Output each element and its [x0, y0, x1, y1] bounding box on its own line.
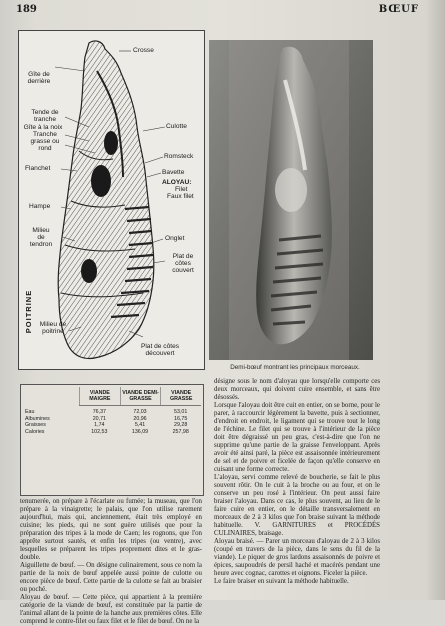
paragraph-offal: tenumerée, on prépare à l'écarlate ou fumée; la museau, que l'on prépare à la vinaigrette; le palais, que l'on utilise rarement aujourd'hui, mais qui, anciennement, était très employé en cuisine; les pieds, qui ne sont guère utilisés que pour la préparation des tripes à la mode de Caen; les rognons, que l'on apprête surtout sautés, et enfin les tripes (ou ventre), avec lesquelles se préparent les tripes proprement dites et le gras-double. [20, 498, 202, 561]
paragraph-aloyau-definition: Aloyau de bœuf. — Cette pièce, qui appartient à la première catégorie de la viande de bœuf, est constituée par la partie de l'animal allant de la pointe de la hanche aux premières côtes. Elle comprend le contre-filet ou faux filet et le filet de bœuf. On ne la [20, 594, 202, 625]
label-culotte: Culotte [166, 123, 187, 130]
label-plat-de-cotes-decouvert: Plat de côtes découvert [140, 343, 180, 357]
running-title: BŒUF [378, 4, 419, 15]
label-gite-de-derriere: Gîte de derrière [27, 71, 51, 85]
paragraph-aiguillette: Aiguillette de bœuf. — On désigne culinairement, sous ce nom la partie de la noix de bœuf appelée aussi pointe de culotte ou encore pièce de bœuf. Cette partie de la culotte se fait au braisier ou poché. [20, 562, 202, 593]
page-number: 189 [16, 4, 37, 15]
label-plat-de-cotes-couvert: Plat de côtes couvert [172, 253, 194, 274]
page-header [16, 4, 429, 20]
table-row: Calories 102,53 136,09 257,98 [25, 428, 189, 435]
nutrition-table [20, 384, 204, 496]
paragraph-aloyau-braise: Aloyau braisé. — Parer un morceau d'aloyau de 2 à 3 kilos (coupé en travers de la pièce, dans le sens du fil de la viande). Le piquer de gros lardons assaisonnés de poivre et épices, saupoudrés de persil haché et macérés pendant une heure avec cognac, carottes et oignons. Ficeler la pièce. [214, 538, 380, 577]
table-row: Graisses 1,74 5,41 29,28 [25, 422, 188, 428]
half-beef-photo [209, 40, 373, 360]
col-header-maigre: VIANDE MAIGRE [79, 387, 120, 405]
label-milieu-de-poitrine: Milieu de poitrine [39, 321, 67, 335]
label-faux-filet: Faux filet [167, 193, 194, 200]
label-flanchet: Flanchet [25, 165, 51, 172]
right-text-column [214, 378, 380, 598]
half-beef-photo-image [209, 40, 373, 360]
label-bavette: Bavette [162, 169, 185, 176]
label-poitrine: POITRINE [24, 289, 34, 334]
photo-caption: Demi-bœuf montrant les principaux morceaux. [230, 364, 360, 371]
label-tende-de-tranche: Tende de tranche [31, 109, 59, 123]
label-aloyau: ALOYAU: [162, 179, 192, 186]
col-header-grasse: VIANDE GRASSE [160, 387, 201, 405]
label-filet: Filet [175, 186, 188, 193]
label-hampe: Hampe [29, 203, 51, 210]
label-milieu-de-tendron: Milieu de tendron [29, 227, 53, 248]
paragraph-cuisson: L'aloyau, servi comme relevé de boucherie, se fait le plus souvent rôtir. On le cuit à la broche ou au four, et on le conserve un peu rosé à l'intérieur. On peut aussi faire braiser l'aloyau. Dans ce cas, le plus souvent, au lieu de le faire cuire en entier, on le détaille transversalement en morceaux de 2 à 3 kilos que l'on braise suivant la méthode habituelle. V. GARNITURES et PROCÉDÉS CULINAIRES, braisage. [214, 474, 380, 537]
table-row: Albumines 20,71 20,96 16,75 [25, 415, 188, 422]
table-header [79, 387, 201, 406]
page-binding-shadow [425, 0, 445, 600]
col-header-demi-grasse: VIANDE DEMI-GRASSE [120, 387, 161, 405]
left-text-column [20, 498, 202, 625]
label-crosse: Crosse [133, 47, 154, 54]
label-romsteck: Romsteck [164, 153, 194, 160]
label-onglet: Onglet [165, 235, 185, 242]
paragraph-aloyau-cont: désigne sous le nom d'aloyau que lorsqu'elle comporte ces deux morceaux, qui doivent cuire ensemble, et sans être désossés. [214, 378, 380, 401]
table-row: Eau 76,37 72,03 53,01 [25, 409, 188, 415]
beef-cuts-diagram [18, 30, 205, 370]
paragraph-parage: Lorsque l'aloyau doit être cuit en entier, on se borne, pour le parer, à raccourcir légèrement la bavette, puis à sectionner, d'endroit en endroit, le ligament qui se trouve tout le long de l'échine. Le filet qui se trouve à l'intérieur de la pièce doit être dégraissé un peu gras, c'est-à-dire que l'on ne supprime qu'une partie de la graisse l'enveloppant. Après avoir été ainsi paré, la pièce est assaisonnée intérieurement de sel et de poivre et ficelée de façon qu'elle conserve en cuisant une forme correcte. [214, 402, 380, 473]
label-gite-a-la-noix: Gîte à la noix [23, 124, 63, 131]
paragraph-braisage: Le faire braiser en suivant la méthode habituelle. [214, 578, 349, 585]
label-tranche-grasse: Tranche grasse ou rond [30, 131, 60, 152]
